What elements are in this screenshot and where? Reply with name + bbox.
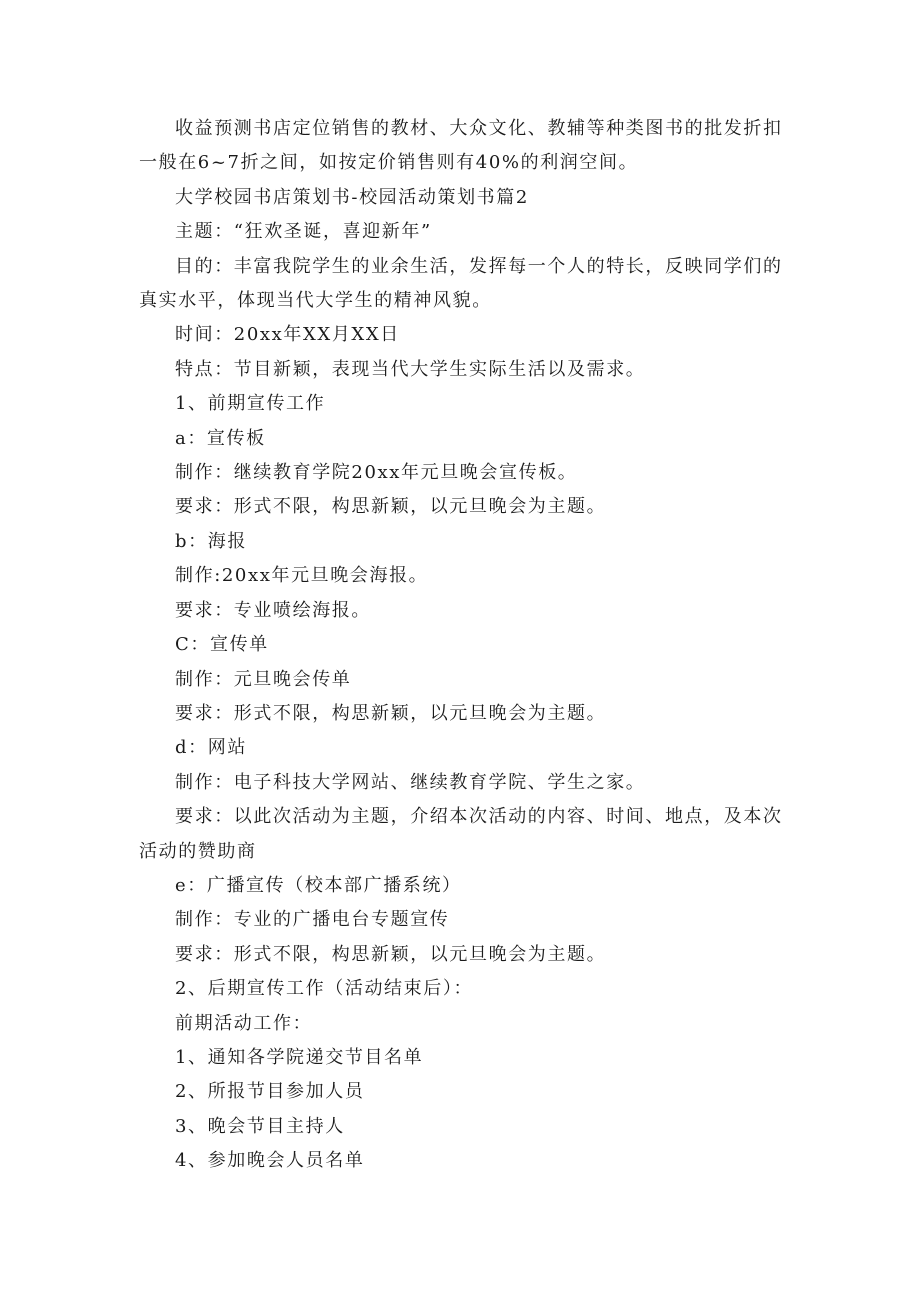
list-item-1: 1、通知各学院递交节目名单 xyxy=(175,1046,424,1068)
item-b-production: 制作:20xx年元旦晚会海报。 xyxy=(175,565,429,587)
item-b-requirement: 要求：专业喷绘海报。 xyxy=(175,599,371,621)
item-d-production: 制作：电子科技大学网站、继续教育学院、学生之家。 xyxy=(175,771,646,793)
item-e-production: 制作：专业的广播电台专题宣传 xyxy=(175,909,450,931)
item-a-board: a：宣传板 xyxy=(175,427,266,449)
paragraph-time: 时间：20xx年XX月XX日 xyxy=(175,324,400,346)
item-c-requirement: 要求：形式不限，构思新颖，以元旦晚会为主题。 xyxy=(175,702,607,724)
list-heading-pre-activity: 前期活动工作： xyxy=(175,1012,313,1034)
item-e-broadcast: e：广播宣传（校本部广播系统） xyxy=(175,874,462,896)
paragraph-revenue-forecast: 收益预测书店定位销售的教材、大众文化、教辅等种类图书的批发折扣一般在6~7折之间，如按定价销售则有40%的利润空间。 xyxy=(139,118,783,174)
list-item-4: 4、参加晚会人员名单 xyxy=(175,1150,365,1172)
list-item-2: 2、所报节目参加人员 xyxy=(175,1081,365,1103)
document-body xyxy=(139,112,787,1179)
item-d-website: d：网站 xyxy=(175,737,247,759)
item-d-requirement: 要求：以此次活动为主题，介绍本次活动的内容、时间、地点，及本次活动的赞助商 xyxy=(139,806,783,862)
list-heading-pre-promotion: 1、前期宣传工作 xyxy=(175,393,326,415)
item-a-requirement: 要求：形式不限，构思新颖，以元旦晚会为主题。 xyxy=(175,496,607,518)
item-c-production: 制作：元旦晚会传单 xyxy=(175,668,352,690)
list-item-3: 3、晚会节目主持人 xyxy=(175,1115,345,1137)
section-heading: 大学校园书店策划书-校园活动策划书篇2 xyxy=(175,186,529,208)
list-heading-post-promotion: 2、后期宣传工作（活动结束后）： xyxy=(175,978,474,1000)
paragraph-features: 特点：节目新颖，表现当代大学生实际生活以及需求。 xyxy=(175,358,646,380)
paragraph-purpose: 目的：丰富我院学生的业余生活，发挥每一个人的特长，反映同学们的真实水平，体现当代大学生的精神风貌。 xyxy=(139,255,783,312)
item-a-production: 制作：继续教育学院20xx年元旦晚会宣传板。 xyxy=(175,462,578,484)
item-b-poster: b：海报 xyxy=(175,530,247,552)
item-c-flyer: C：宣传单 xyxy=(175,634,269,656)
paragraph-theme: 主题：“狂欢圣诞，喜迎新年” xyxy=(175,221,432,243)
item-e-requirement: 要求：形式不限，构思新颖，以元旦晚会为主题。 xyxy=(175,943,607,965)
